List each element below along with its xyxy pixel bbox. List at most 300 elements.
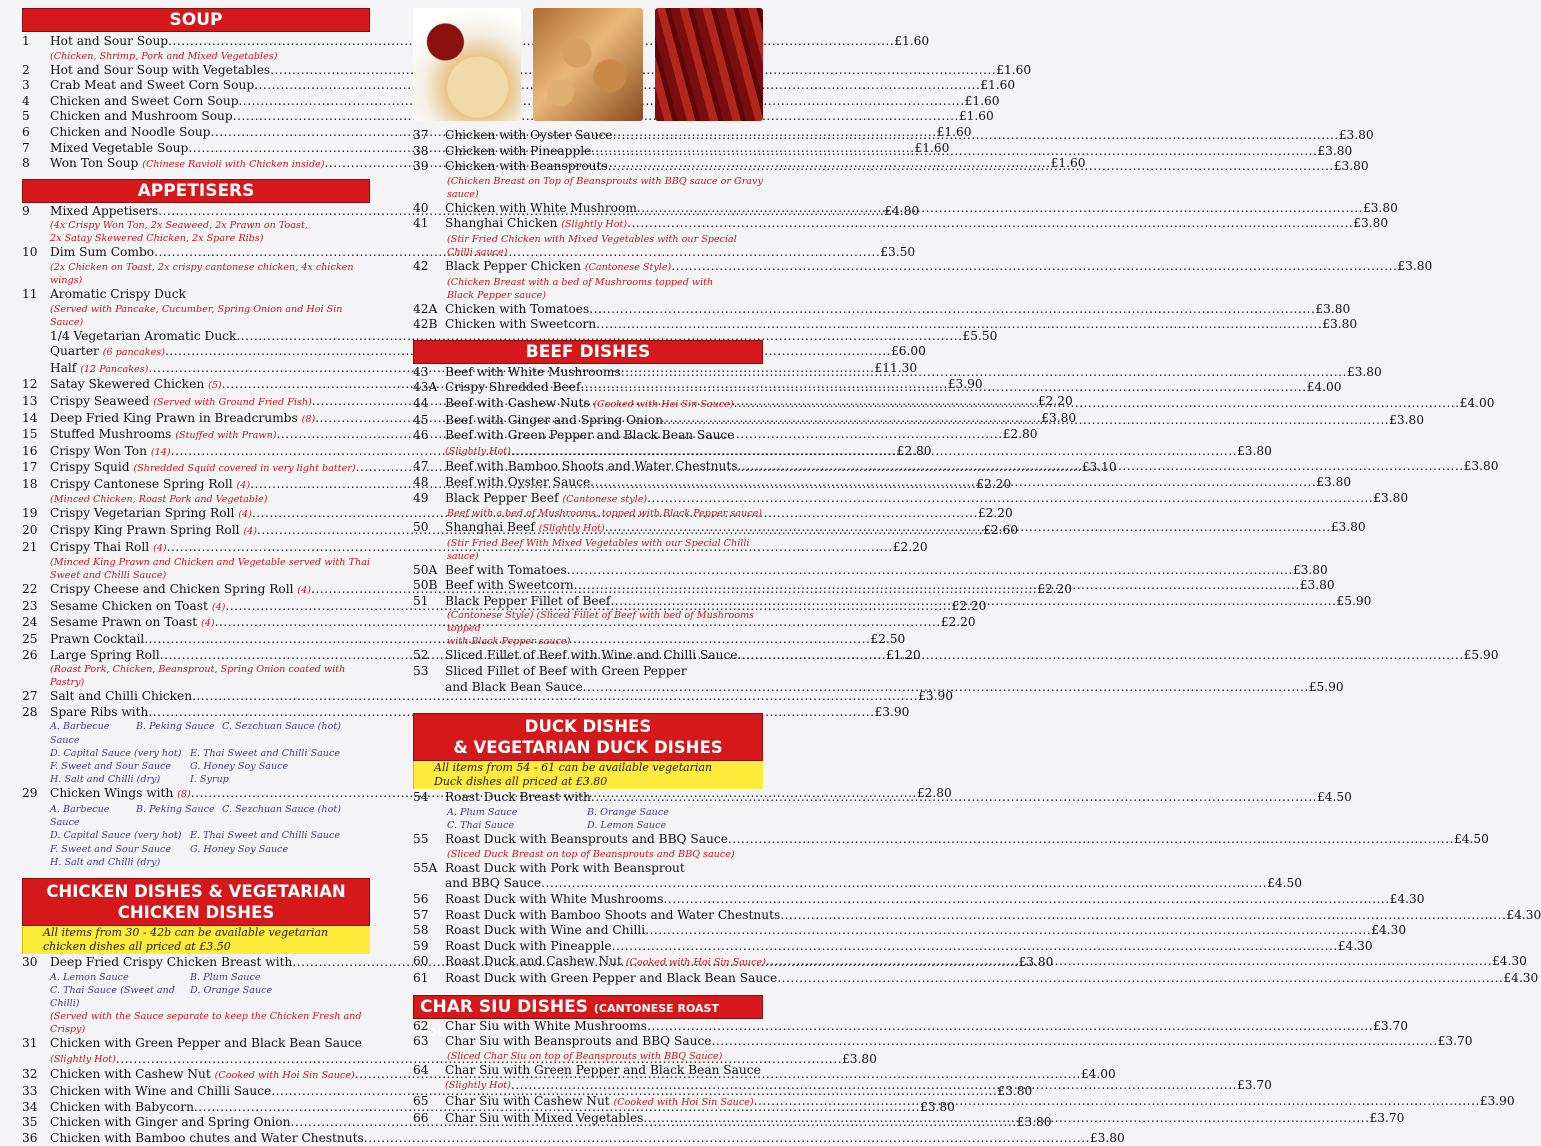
sauce-option: H. Salt and Chilli (dry)	[50, 774, 161, 786]
dot-leader	[605, 520, 1331, 537]
item-number: 34	[22, 1099, 38, 1114]
item-name-text: Sliced Fillet of Beef with Green Pepper	[445, 664, 687, 679]
item-number: 12	[22, 377, 38, 392]
item-name	[50, 786, 191, 803]
item-name	[445, 520, 605, 537]
item-name-cell	[445, 908, 1506, 924]
item-name-text: Chicken with Beansprouts	[445, 159, 608, 174]
dot-leader	[613, 128, 1339, 144]
dot-leader	[581, 380, 1307, 396]
item-name	[50, 1084, 271, 1100]
item-name-cell	[445, 648, 1464, 664]
item-number: 9	[22, 203, 30, 218]
item-price: £1.60	[894, 34, 930, 48]
dot-leader	[663, 892, 1389, 908]
item-price: £3.80	[1299, 578, 1335, 593]
item-name-text: Beef with Sweetcorn	[445, 578, 574, 593]
item-name	[50, 689, 192, 705]
menu-item-row	[22, 109, 994, 125]
item-description: (4)	[236, 479, 251, 491]
item-number: 39	[413, 159, 429, 174]
item-number-blank	[413, 876, 445, 892]
item-name-cell	[445, 832, 1454, 848]
item-price: £4.30	[1506, 907, 1541, 922]
item-price: £3.80	[1316, 474, 1352, 489]
item-price: £4.50	[1454, 832, 1489, 847]
dot-leader	[591, 790, 1317, 806]
item-name	[445, 1094, 754, 1111]
menu-item-row	[413, 892, 1425, 908]
item-name-text: Roast Duck with Pineapple	[445, 938, 612, 953]
item-number: 47	[413, 459, 429, 474]
sauce-option: I. Syrup	[190, 774, 229, 786]
menu-item-row	[413, 1034, 1473, 1050]
item-price: £3.70	[1373, 1018, 1409, 1033]
item-name-text: Chicken with Green Pepper and Black Bean Sauce	[50, 1036, 362, 1051]
item-price: £3.80	[1330, 520, 1366, 535]
item-price: £2.20	[1037, 582, 1072, 597]
item-number-blank	[413, 1078, 445, 1094]
dot-leader	[780, 908, 1506, 924]
item-name-text: Char Siu with Cashew Nut	[445, 1093, 610, 1108]
dot-leader	[728, 832, 1454, 848]
sauce-option: A. Barbecue Sauce	[50, 721, 110, 746]
item-name-text: Roast Duck with White Mushrooms	[445, 892, 664, 907]
chicken-note-line1: All items from 30 - 42b can be available vegetarian	[43, 926, 329, 940]
item-number: 37	[413, 128, 429, 142]
item-name	[445, 201, 637, 217]
photo-strip	[413, 8, 763, 121]
item-number: 16	[22, 443, 38, 458]
item-price: £3.80	[1089, 1130, 1125, 1145]
item-name-text: Roast Duck with Wine and Chilli	[445, 923, 646, 938]
item-price: £3.80	[1346, 364, 1382, 379]
item-price: £3.80	[1237, 443, 1272, 458]
item-subtext: (2x Chicken on Toast, 2x crispy cantonese chicken, 4x chicken wings)	[50, 261, 354, 286]
item-name-cell	[445, 380, 1307, 396]
item-description: (6 pancakes)	[102, 347, 165, 359]
item-name	[445, 832, 728, 848]
item-number: 20	[22, 523, 38, 538]
item-number: 5	[22, 109, 30, 124]
item-price: £3.80	[997, 1084, 1033, 1099]
item-name-cell	[445, 365, 1347, 381]
item-price: £3.80	[1373, 490, 1409, 505]
menu-item-row	[413, 664, 763, 680]
item-price: £3.80	[1338, 128, 1374, 142]
item-name-text: Deep Fried King Prawn in Breadcrumbs	[50, 410, 298, 425]
dot-leader	[596, 317, 1322, 333]
item-name	[50, 34, 168, 50]
item-price: £3.80	[920, 1099, 955, 1114]
item-name	[50, 444, 171, 461]
dot-leader	[738, 648, 1464, 664]
item-name-cell	[445, 491, 1373, 508]
item-description: (14)	[150, 446, 171, 458]
dot-leader	[511, 1078, 1237, 1094]
item-number: 26	[22, 647, 38, 662]
item-name-text: Sesame Chicken on Toast	[50, 598, 208, 613]
item-name-cell	[445, 971, 1503, 987]
item-name-text: Shanghai Chicken	[445, 216, 558, 231]
menu-item-row	[413, 258, 1433, 276]
item-name-text: Char Siu with Mixed Vegetables	[445, 1110, 644, 1125]
dot-leader	[612, 939, 1338, 955]
item-name	[50, 582, 311, 599]
item-name	[50, 615, 215, 632]
item-name	[50, 156, 325, 173]
item-price: £3.80	[1322, 317, 1358, 332]
item-name	[445, 1034, 712, 1050]
dot-leader	[541, 876, 1267, 892]
item-price: £3.80	[1018, 955, 1054, 970]
item-name-text: Sesame Prawn on Toast	[50, 615, 198, 630]
item-subtext: (Chicken, Shrimp, Pork and Mixed Vegetables)	[50, 50, 278, 62]
item-name	[50, 94, 239, 110]
menu-item-row	[413, 412, 1425, 429]
item-description: (4)	[201, 618, 215, 630]
item-name	[445, 861, 685, 877]
item-description: (Stuffed with Prawn)	[175, 430, 277, 442]
sauce-options-line	[413, 819, 763, 832]
item-name	[50, 204, 158, 220]
item-price: £3.80	[1463, 459, 1499, 474]
item-price: £2.20	[977, 506, 1013, 521]
item-name-text: Roast Duck with Pork with Beansprout	[445, 860, 685, 875]
item-description: (Shredded Squid covered in very light batter)	[133, 463, 356, 475]
item-number: 11	[22, 286, 38, 301]
item-number	[22, 361, 50, 378]
menu-item-row	[22, 1130, 1125, 1146]
sauce-option: C. Thai Sauce	[447, 820, 515, 832]
item-name-text: Chicken with Bamboo chutes and Water Chestnuts	[50, 1130, 364, 1145]
menu-item-row	[413, 301, 1351, 318]
item-number: 41	[413, 216, 429, 231]
item-name	[445, 413, 663, 429]
item-number: 14	[22, 410, 38, 425]
item-number: 25	[22, 632, 38, 647]
item-name-text: Prawn Cocktail	[50, 632, 145, 647]
item-name-text: Chicken Wings with	[50, 786, 174, 801]
dot-leader	[590, 475, 1316, 491]
item-name	[50, 648, 160, 664]
item-number-blank	[413, 680, 445, 696]
item-name	[50, 477, 250, 494]
item-name	[445, 648, 738, 664]
sauce-options-line	[22, 803, 370, 829]
item-name	[445, 475, 590, 491]
sauce-option: D. Capital Sauce (very hot)	[50, 747, 182, 759]
item-price: £5.50	[962, 328, 998, 343]
sauce-option: E. Thai Sweet and Chilli Sauce	[190, 830, 341, 842]
item-name-text: Crispy Thai Roll	[50, 539, 150, 554]
item-number: 66	[413, 1110, 429, 1125]
item-name-cell	[445, 201, 1363, 217]
item-price: £3.80	[1333, 159, 1369, 174]
dot-leader	[574, 578, 1300, 594]
duck-vegetarian-note	[413, 761, 763, 789]
sauce-options-line	[22, 773, 370, 786]
item-price: £1.60	[936, 124, 972, 139]
item-name-cell	[50, 287, 370, 303]
chicken-header	[22, 878, 370, 926]
item-name-cell	[445, 317, 1322, 333]
item-name-text: Hot and Sour Soup with Vegetables	[50, 62, 271, 77]
item-name-text: Beef with Ginger and Spring Onion	[445, 412, 664, 427]
menu-item-row-continued	[413, 876, 1303, 892]
item-name	[445, 892, 663, 908]
item-name-text: Shanghai Beef	[445, 520, 535, 535]
item-name-cell	[445, 664, 763, 680]
item-subtext: Black Pepper sauce)	[447, 289, 546, 301]
item-description: (5)	[208, 380, 222, 392]
item-number: 31	[22, 1036, 38, 1051]
item-name-text: Half	[50, 360, 77, 375]
sauce-option: A. Barbecue Sauce	[50, 804, 110, 829]
item-name-cell	[445, 939, 1338, 955]
sauce-option: B. Peking Sauce	[136, 804, 215, 816]
item-price: £3.70	[1237, 1078, 1272, 1093]
item-name-text: Won Ton Soup	[50, 156, 139, 171]
item-name-text: Crispy Squid	[50, 460, 130, 475]
menu-item-row	[22, 62, 1032, 79]
item-price: £4.00	[1306, 380, 1342, 395]
item-name-text: Chicken with Oyster Sauce	[445, 128, 613, 142]
item-name	[50, 1131, 364, 1146]
item-name	[445, 428, 734, 444]
item-price: £3.70	[1369, 1110, 1405, 1125]
item-name	[445, 302, 589, 318]
item-price: £5.90	[1308, 679, 1344, 694]
item-name	[445, 1019, 647, 1035]
item-name	[445, 1063, 761, 1079]
sauce-option: D. Orange Sauce	[190, 984, 273, 996]
item-name	[445, 578, 574, 594]
item-name	[50, 955, 292, 971]
item-description: (Cantonese style)	[562, 493, 648, 505]
item-name	[445, 954, 766, 971]
menu-item-row	[22, 93, 1000, 110]
item-name-text: Char Siu with White Mushrooms	[445, 1018, 648, 1033]
item-name-text: Crispy Seaweed	[50, 393, 150, 408]
item-price: £4.30	[1337, 938, 1373, 953]
sauce-option: D. Lemon Sauce	[587, 820, 667, 832]
item-subtext: (Served with the Sauce separate to keep the Chicken Fresh and Crispy)	[50, 1011, 362, 1036]
item-number: 54	[413, 790, 429, 805]
menu-item-row	[22, 78, 1016, 94]
item-name	[50, 411, 315, 428]
item-name	[50, 344, 165, 361]
item-name	[50, 1036, 362, 1052]
item-price: £2.20	[892, 539, 928, 554]
duck-note-line1: All items from 54 - 61 can be available vegetarian	[434, 761, 713, 775]
item-price: £3.80	[1292, 562, 1328, 577]
soup-header: SOUP	[22, 8, 370, 32]
dot-leader	[643, 1111, 1369, 1127]
item-name-cell	[445, 444, 1237, 460]
item-number: 6	[22, 124, 30, 139]
item-name-text: Chicken and Mushroom Soup	[50, 109, 233, 124]
item-name-cell	[445, 876, 1267, 892]
item-price: £5.90	[1463, 648, 1499, 663]
item-name-text: Beef with Bamboo Shoots and Water Chestnuts	[445, 459, 738, 474]
item-number: 45	[413, 412, 429, 427]
item-name-text: Chicken with Sweetcorn	[445, 317, 597, 332]
item-number: 1	[22, 34, 30, 48]
item-name-text: Beef with Tomatoes	[445, 562, 567, 577]
item-subtext: (Slightly Hot)	[50, 1053, 116, 1065]
item-price: £1.60	[1050, 156, 1086, 171]
item-description: (Cooked with Hoi Sin Sauce)	[613, 1096, 754, 1108]
item-price: £11.30	[874, 360, 918, 375]
item-subtext: (Minced Chicken, Roast Pork and Vegetable)	[50, 494, 268, 506]
item-number: 52	[413, 648, 429, 663]
item-number: 58	[413, 923, 429, 938]
appetisers-header: APPETISERS	[22, 179, 370, 203]
menu-item-row	[413, 490, 1409, 508]
menu-item-row	[22, 34, 930, 50]
item-name-text: Beef with Oyster Sauce	[445, 474, 591, 489]
duck-header-line1: DUCK DISHES	[524, 717, 652, 737]
menu-item-row	[413, 317, 1358, 333]
item-name-text: Roast Duck and Cashew Nut	[445, 954, 622, 969]
dot-leader	[637, 201, 1363, 217]
item-number: 57	[413, 907, 429, 922]
item-name-text: Salt and Chilli Chicken	[50, 689, 193, 704]
item-number: 3	[22, 78, 30, 93]
duck-header	[413, 713, 763, 761]
charsiu-header-subtitle: (CANTONESE ROAST PORK)	[420, 1001, 719, 1039]
item-price: £4.00	[1080, 1067, 1116, 1082]
beef-header: BEEF DISHES	[413, 340, 763, 364]
item-price: £2.80	[916, 786, 952, 801]
item-name	[445, 939, 612, 955]
item-name-text: Spare Ribs with	[50, 704, 149, 719]
item-name-text: Beef with Cashew Nuts	[445, 395, 590, 410]
item-description: (Chinese Ravioli with Chicken inside)	[142, 159, 325, 171]
item-name	[445, 923, 645, 939]
item-name	[50, 125, 210, 141]
item-price: £3.70	[1437, 1034, 1473, 1049]
dot-leader	[663, 410, 1389, 429]
sauce-option: B. Orange Sauce	[587, 806, 669, 818]
item-number: 10	[22, 245, 38, 260]
dot-leader	[591, 144, 1317, 160]
item-name	[445, 317, 596, 333]
item-name	[50, 141, 188, 157]
sauce-option: C. Sezchuan Sauce (hot)	[222, 721, 341, 733]
menu-item-row	[22, 287, 370, 303]
sauce-option: B. Plum Sauce	[190, 971, 261, 983]
item-name-text: Beef with Green Pepper and Black Bean Sauce	[445, 428, 735, 443]
item-number: 63	[413, 1034, 429, 1049]
item-number: 8	[22, 156, 30, 171]
menu-item-row	[22, 689, 954, 705]
sauce-option: A. Plum Sauce	[447, 806, 518, 818]
duck-note-line2: Duck dishes all priced at £3.80	[434, 775, 608, 789]
item-number: 23	[22, 598, 38, 613]
item-name	[445, 563, 567, 579]
item-price: £3.80	[842, 1051, 877, 1066]
item-name	[50, 506, 252, 523]
item-name-text: Hot and Sour Soup	[50, 34, 169, 48]
menu-item-row	[413, 907, 1541, 924]
item-name	[445, 380, 581, 396]
item-name	[445, 144, 591, 160]
menu-item-row	[413, 923, 1407, 939]
item-name-cell	[445, 302, 1315, 318]
item-number: 17	[22, 460, 38, 475]
item-name-text: Crab Meat and Sweet Corn Soup	[50, 78, 255, 93]
item-name	[50, 599, 225, 616]
menu-item-row	[413, 938, 1373, 955]
item-number: 2	[22, 62, 30, 77]
item-name-cell	[445, 563, 1293, 579]
item-number: 38	[413, 143, 429, 158]
item-name-cell	[445, 216, 1353, 233]
sauce-option: G. Honey Soy Sauce	[190, 843, 289, 855]
sauce-options-line	[22, 971, 370, 984]
item-name-cell	[445, 892, 1390, 908]
item-number: 19	[22, 506, 38, 521]
item-name	[445, 971, 777, 987]
item-number: 7	[22, 140, 30, 155]
item-price: £3.90	[947, 377, 983, 392]
menu-item-row	[413, 216, 1389, 233]
menu-item-row	[413, 428, 763, 444]
item-name-text: Mixed Appetisers	[50, 203, 159, 218]
dot-leader	[737, 459, 1463, 475]
item-price: £3.80	[1389, 412, 1425, 427]
item-number	[22, 344, 50, 361]
item-subtext: (Chicken Breast on Top of Beansprouts with BBQ sauce or Gravy sauce)	[447, 175, 763, 200]
item-price: £4.80	[884, 203, 920, 218]
item-price: £3.80	[1041, 410, 1077, 425]
item-number: 53	[413, 664, 429, 679]
item-number: 51	[413, 593, 429, 608]
dot-leader	[583, 680, 1309, 696]
item-number: 18	[22, 476, 38, 491]
item-name	[50, 287, 186, 303]
item-name-text: Crispy Cantonese Spring Roll	[50, 476, 233, 491]
item-number: 42B	[413, 317, 438, 332]
item-number: 36	[22, 1130, 38, 1145]
item-subtext: (Stir Fried Chicken with Mixed Vegetables with our Special	[447, 233, 737, 245]
item-number: 44	[413, 395, 429, 410]
item-name-text: Chicken with Ginger and Spring Onion	[50, 1115, 291, 1130]
item-name	[445, 396, 734, 413]
item-description: (Slightly Hot)	[538, 523, 605, 535]
item-name-text: Chicken with Tomatoes	[445, 301, 590, 316]
item-price: £4.50	[1316, 790, 1352, 805]
item-price: £3.50	[880, 245, 916, 260]
sauce-options-line	[22, 720, 370, 746]
item-name	[50, 460, 356, 477]
item-name-text: Sliced Fillet of Beef with Wine and Chilli Sauce	[445, 648, 738, 663]
item-name	[445, 216, 627, 233]
item-price: £1.20	[885, 647, 921, 662]
item-price: £6.00	[891, 344, 926, 359]
item-subtext: Beef with a bed of Mushrooms, topped with Black Pepper sauce)	[447, 508, 763, 520]
item-name	[50, 377, 222, 394]
sauce-options-line	[22, 843, 370, 856]
item-number: 43	[413, 364, 429, 379]
item-name-text: Crispy Vegetarian Spring Roll	[50, 506, 235, 521]
sauce-options-line	[22, 984, 370, 1010]
dumplings-with-dip-photo	[413, 8, 521, 121]
item-name-text: Chicken with Cashew Nut	[50, 1067, 211, 1082]
item-name	[50, 78, 254, 94]
